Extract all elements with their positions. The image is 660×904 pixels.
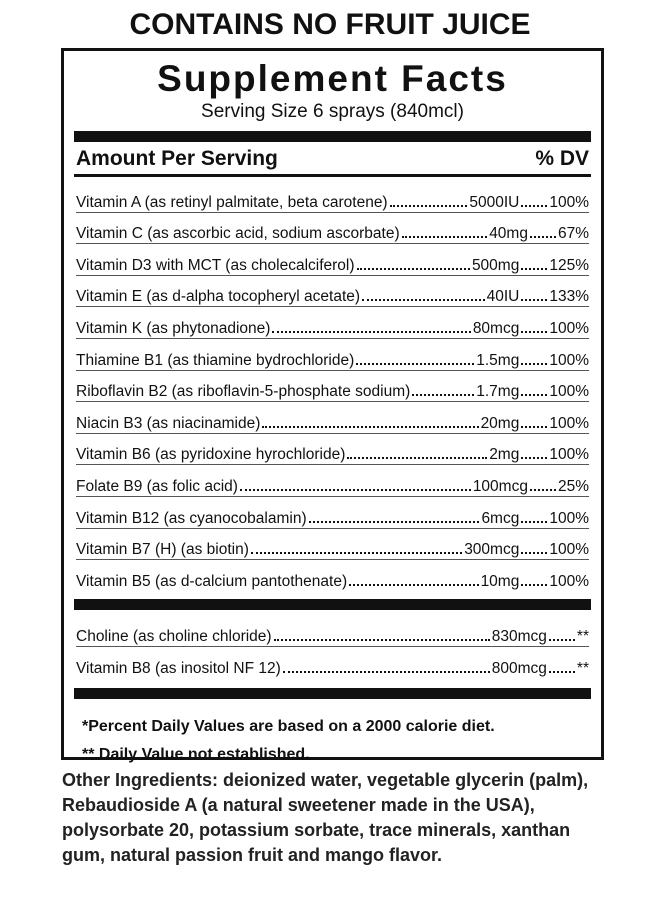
nutrient-name: Thiamine B1 (as thiamine bydrochloride) [76, 351, 355, 369]
nutrient-row [76, 213, 589, 244]
leader-dots [521, 552, 547, 554]
nutrient-dv: ** [576, 628, 589, 646]
nutrient-dv: 125% [549, 256, 589, 274]
leader-dots [356, 363, 474, 365]
leader-dots [240, 489, 471, 491]
supplement-facts-panel [61, 48, 604, 763]
nutrient-name: Vitamin B7 (H) (as biotin) [76, 541, 249, 559]
leader-dots [357, 268, 470, 270]
leader-dots [530, 489, 556, 491]
nutrient-row [76, 339, 589, 370]
leader-dots [390, 205, 468, 207]
nutrient-row [76, 244, 589, 275]
nutrient-row [76, 529, 589, 560]
leader-dots [274, 639, 490, 641]
nutrient-dv: 25% [557, 477, 589, 495]
nutrient-row [76, 402, 589, 433]
nutrient-row [76, 560, 589, 591]
nutrient-amount: 20mg [480, 414, 520, 432]
no-fruit-juice-note: CONTAINS NO FRUIT JUICE [129, 8, 531, 41]
leader-dots [262, 426, 478, 428]
nutrient-row [76, 307, 589, 338]
nutrient-dv: 100% [549, 414, 589, 432]
nutrient-amount: 830mcg [491, 628, 547, 646]
nutrient-name: Vitamin B8 (as inositol NF 12) [76, 659, 281, 677]
footnote-percent-dv: *Percent Daily Values are based on a 2000 calorie diet. [82, 717, 495, 735]
amount-header [76, 148, 589, 170]
nutrient-dv: 67% [557, 225, 589, 243]
thick-divider-middle [74, 599, 591, 610]
leader-dots [549, 639, 575, 641]
leader-dots [347, 457, 487, 459]
nutrient-amount: 1.5mg [476, 351, 520, 369]
leader-dots [521, 584, 547, 586]
nutrient-name: Vitamin A (as retinyl palmitate, beta carotene) [76, 193, 388, 211]
leader-dots [402, 236, 488, 238]
leader-dots [549, 671, 575, 673]
leader-dots [521, 331, 547, 333]
leader-dots [530, 236, 556, 238]
leader-dots [349, 584, 478, 586]
leader-dots [521, 363, 547, 365]
nutrient-amount: 6mcg [481, 509, 520, 527]
nutrient-amount: 300mcg [464, 541, 520, 559]
nutrient-name: Vitamin D3 with MCT (as cholecalciferol) [76, 256, 355, 274]
leader-dots [283, 671, 490, 673]
nutrient-dv: 100% [549, 509, 589, 527]
footnote-dv-not-established: ** Daily Value not established. [82, 745, 310, 763]
nutrient-amount: 80mcg [472, 319, 520, 337]
nutrient-name: Vitamin B5 (as d-calcium pantothenate) [76, 572, 348, 590]
other-ingredients: Other Ingredients: deionized water, vegetable glycerin (palm), Rebaudioside A (a natural sweetener made in the USA), polysorbate 20, potassium sorbate, trace minerals, xanthan gum, natural passion fruit and mango flavor. [62, 770, 589, 865]
leader-dots [362, 299, 485, 301]
nutrient-dv: 100% [549, 572, 589, 590]
nutrient-row [76, 181, 589, 212]
nutrient-row [76, 497, 589, 528]
leader-dots [521, 426, 547, 428]
serving-size: Serving Size 6 sprays (840mcl) [201, 101, 464, 122]
nutrient-amount: 100mcg [472, 477, 528, 495]
nutrient-name: Riboflavin B2 (as riboflavin-5-phosphate sodium) [76, 383, 411, 401]
amount-per-serving-label: Amount Per Serving [76, 147, 278, 170]
nutrient-dv: 100% [549, 193, 589, 211]
nutrient-name: Vitamin B6 (as pyridoxine hyrochloride) [76, 446, 346, 464]
thin-divider [74, 174, 591, 177]
nutrient-amount: 500mg [471, 256, 520, 274]
nutrient-name: Niacin B3 (as niacinamide) [76, 414, 261, 432]
nutrient-row [76, 465, 589, 496]
nutrient-name: Vitamin E (as d-alpha tocopheryl acetate) [76, 288, 361, 306]
nutrient-row [76, 434, 589, 465]
nutrient-amount: 1.7mg [476, 383, 520, 401]
nutrient-name: Vitamin C (as ascorbic acid, sodium ascorbate) [76, 225, 400, 243]
nutrient-row [76, 371, 589, 402]
nutrient-row [76, 276, 589, 307]
nutrient-amount: 5000IU [469, 193, 520, 211]
leader-dots [521, 299, 547, 301]
nutrient-row [76, 647, 589, 678]
nutrient-dv: 100% [549, 319, 589, 337]
nutrient-amount: 10mg [480, 572, 520, 590]
nutrient-amount: 800mcg [491, 659, 547, 677]
nutrient-name: Choline (as choline chloride) [76, 628, 272, 646]
other-nutrient-list [76, 616, 589, 678]
nutrient-dv: 100% [549, 383, 589, 401]
nutrient-row [76, 616, 589, 647]
nutrient-dv: 100% [549, 351, 589, 369]
leader-dots [521, 268, 547, 270]
leader-dots [309, 521, 480, 523]
nutrient-amount: 2mg [489, 446, 520, 464]
leader-dots [521, 521, 547, 523]
nutrient-dv: 100% [549, 541, 589, 559]
nutrient-name: Vitamin K (as phytonadione) [76, 319, 271, 337]
leader-dots [412, 394, 474, 396]
leader-dots [521, 394, 547, 396]
leader-dots [521, 205, 547, 207]
panel-title: Supplement Facts [157, 58, 508, 99]
nutrient-name: Folate B9 (as folic acid) [76, 477, 238, 495]
leader-dots [521, 457, 547, 459]
nutrient-dv: ** [576, 659, 589, 677]
footnotes [82, 713, 587, 769]
vitamin-list [76, 181, 589, 591]
thick-divider-bottom [74, 688, 591, 699]
nutrient-dv: 100% [549, 446, 589, 464]
leader-dots [272, 331, 470, 333]
nutrient-amount: 40IU [486, 288, 520, 306]
nutrient-name: Vitamin B12 (as cyanocobalamin) [76, 509, 307, 527]
leader-dots [251, 552, 462, 554]
thick-divider-top [74, 131, 591, 142]
nutrient-amount: 40mg [489, 225, 528, 243]
percent-dv-label: % DV [535, 147, 589, 170]
nutrient-dv: 133% [549, 288, 589, 306]
